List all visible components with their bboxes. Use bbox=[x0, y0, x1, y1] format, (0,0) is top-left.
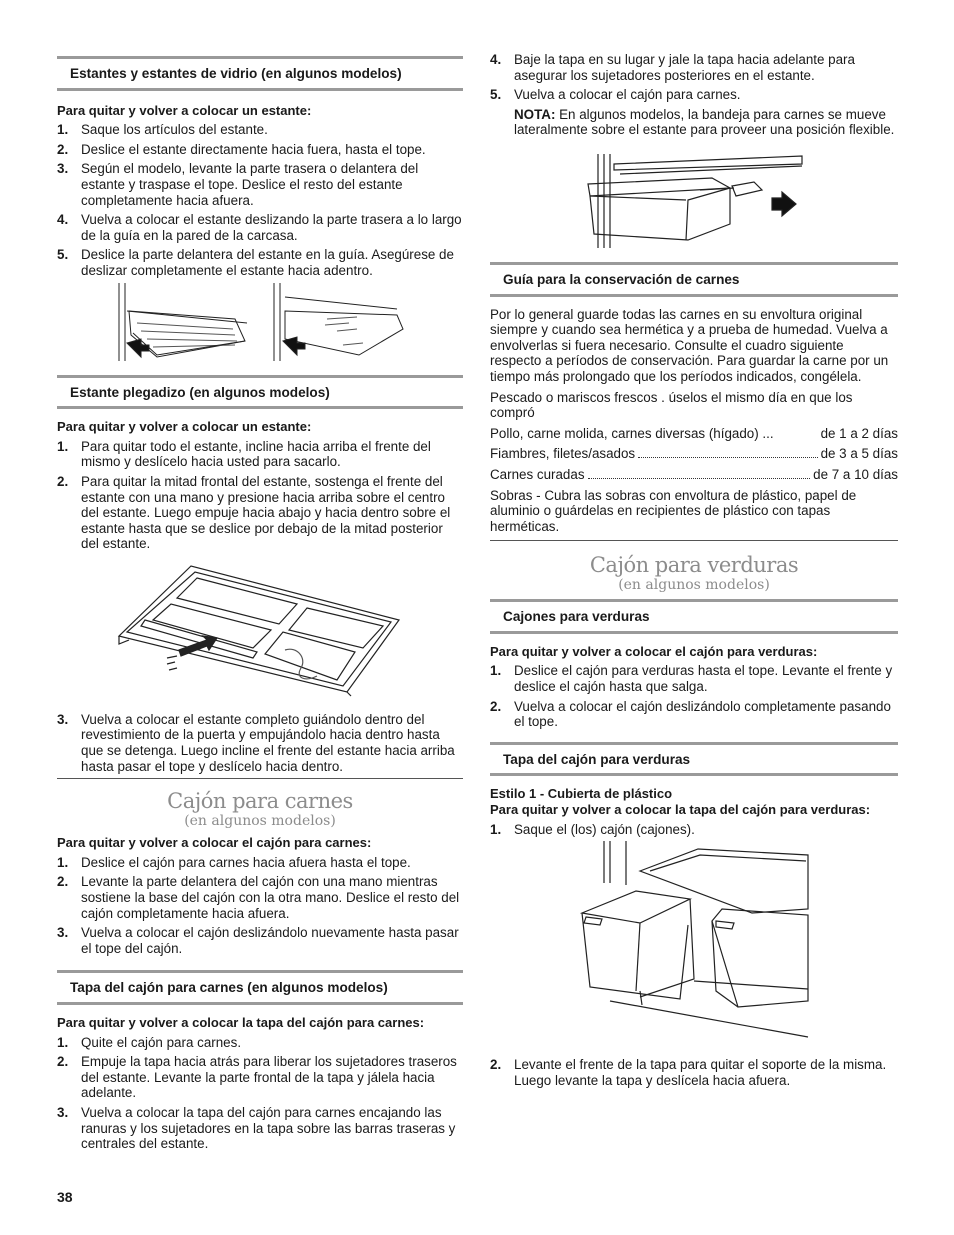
list-item: 2. Empuje la tapa hacia atrás para liberar los sujetadores traseros del estante. Levante la parte frontal de la tapa y jálela hacia adelante. bbox=[57, 1054, 457, 1101]
list-item: 2. Vuelva a colocar el cajón deslizándolo completamente pasando el tope. bbox=[490, 698, 891, 730]
list-item: 1. Deslice el cajón para verduras hasta el tope. Levante el frente y deslice el cajón hasta que salga. bbox=[490, 663, 893, 695]
page-number: 38 bbox=[57, 1189, 73, 1205]
folding-steps bbox=[57, 439, 463, 552]
right-column bbox=[490, 52, 898, 1092]
list-item: 1. Para quitar todo el estante, incline hacia arriba el frente del mismo y deslícelo hacia usted para sacarlo. bbox=[57, 438, 431, 470]
meat-cover-steps-continued bbox=[490, 52, 898, 103]
list-item: 3. Vuelva a colocar el cajón deslizándolo nuevamente hasta pasar el tope del cajón. bbox=[57, 925, 459, 956]
section-heading-meat-guide: Guía para la conservación de carnes bbox=[490, 262, 898, 297]
section-heading-crispers: Cajones para verduras bbox=[490, 599, 898, 634]
shelf-removal-illustration bbox=[57, 283, 463, 363]
meat-drawer-steps bbox=[57, 855, 463, 957]
crisper-title: Cajón para verduras bbox=[589, 553, 799, 578]
meat-tray-illustration bbox=[490, 144, 898, 248]
meat-guide-intro: Por lo general guarde todas las carnes en su envoltura original siempre y cuando sea hermética y a prueba de humedad. Vuelva a envolverlas si fuera necesario. Consulte el cuadro siguiente respecto a períodos de conservación. Para guardar la carne por un tiempo más prolongado que los períodos indicados, congélela. bbox=[490, 306, 889, 384]
meat-cover-steps bbox=[57, 1035, 463, 1152]
shelves-intro: Para quitar y volver a colocar un estante: bbox=[57, 102, 312, 118]
leftovers-text: Sobras - Cubra las sobras con envoltura de plástico, papel de aluminio o guárdelas en recipientes de plástico con tapas herméticas. bbox=[490, 487, 857, 534]
section-heading-crisper-cover: Tapa del cajón para verduras bbox=[490, 742, 898, 777]
section-heading-meat-cover: Tapa del cajón para carnes (en algunos modelos) bbox=[57, 970, 463, 1005]
crisper-steps bbox=[490, 663, 898, 729]
crisper-cover-step-2 bbox=[490, 1057, 898, 1088]
list-item: 3. Vuelva a colocar la tapa del cajón para carnes encajando las ranuras y los sujetadores en la tapa sobre las barras traseras y centrales del estante. bbox=[57, 1104, 456, 1152]
list-item: 3. Vuelva a colocar el estante completo guiándolo dentro del revestimiento de la puerta y empujándolo hacia dentro hasta que se detenga. Luego incline el frente del estante hacia arriba hasta pasar el tope y deslícelo hacia dentro. bbox=[57, 711, 455, 774]
crisper-subtitle: (en algunos modelos) bbox=[618, 577, 770, 594]
list-item: 2. Levante la parte delantera del cajón con una mano mientras sostiene la base del cajón con la otra mano. Deslice el resto del cajón completamente hacia afuera. bbox=[57, 874, 460, 921]
storage-row: Pollo, carne molida, carnes diversas (hígado) ... de 1 a 2 días bbox=[490, 425, 898, 441]
list-item: 5. Deslice la parte delantera del estante en la guía. Asegúrese de deslizar completamente el estante hacia adentro. bbox=[57, 247, 454, 278]
meat-cover-intro: Para quitar y volver a colocar la tapa del cajón para carnes: bbox=[57, 1015, 425, 1030]
storage-row: Fiambres, filetes/asados de 3 a 5 días bbox=[490, 446, 898, 462]
meat-drawer-subtitle: (en algunos modelos) bbox=[184, 813, 336, 830]
list-item: 1. Saque el (los) cajón (cajones). bbox=[490, 821, 695, 837]
section-heading-shelves: Estantes y estantes de vidrio (en algunos modelos) bbox=[57, 56, 463, 91]
list-item: 1. Quite el cajón para carnes. bbox=[57, 1034, 242, 1050]
list-item: 2. Para quitar la mitad frontal del estante, sostenga el frente del estante con una mano y presione hacia arriba sobre el centro del estante. Luego empuje hacia abajo y hacia dentro sobre el estante hasta que se deslice por debajo de la mitad posterior del estante. bbox=[57, 473, 451, 552]
left-column bbox=[57, 56, 463, 1156]
list-item: 1. Saque los artículos del estante. bbox=[57, 122, 268, 138]
list-item: 5. Vuelva a colocar el cajón para carnes. bbox=[490, 87, 741, 103]
crisper-intro: Para quitar y volver a colocar el cajón para verduras: bbox=[490, 643, 818, 659]
folding-step-3 bbox=[57, 712, 463, 774]
list-item: 4. Vuelva a colocar el estante deslizando la parte trasera a lo largo de la guía en la pared de la carcasa. bbox=[57, 212, 462, 243]
meat-drawer-title: Cajón para carnes bbox=[167, 789, 353, 814]
style-label: Estilo 1 - Cubierta de plástico bbox=[490, 786, 673, 802]
folding-shelf-illustration bbox=[57, 558, 463, 698]
note: NOTA: En algunos modelos, la bandeja para carnes se mueve lateralmente sobre el estante para proveer una posición flexible. bbox=[514, 106, 895, 138]
list-item: 4. Baje la tapa en su lugar y jale la tapa hacia adelante para asegurar los sujetadores posteriores en el estante. bbox=[490, 52, 855, 83]
list-item: 2. Deslice el estante directamente hacia fuera, hasta el tope. bbox=[57, 141, 426, 157]
list-item: 1. Deslice el cajón para carnes hacia afuera hasta el tope. bbox=[57, 854, 411, 870]
list-item: 3. Según el modelo, levante la parte trasera o delantera del estante y traspase el tope. Deslice el resto del estante completamente hacia afuera. bbox=[57, 161, 419, 208]
list-item: 2. Levante el frente de la tapa para quitar el soporte de la misma. Luego levante la tapa y deslícela hacia afuera. bbox=[490, 1057, 887, 1088]
storage-row: Carnes curadas de 7 a 10 días bbox=[490, 466, 898, 482]
crisper-cover-intro: Para quitar y volver a colocar la tapa del cajón para verduras: bbox=[490, 802, 871, 818]
fish-row: Pescado o mariscos frescos . úselos el mismo día en que los compró bbox=[490, 389, 853, 421]
folding-intro: Para quitar y volver a colocar un estante: bbox=[57, 419, 312, 435]
section-heading-folding-shelf: Estante plegadizo (en algunos modelos) bbox=[57, 375, 463, 410]
crisper-drawers-illustration bbox=[490, 841, 898, 1047]
shelves-steps bbox=[57, 122, 463, 278]
crisper-cover-steps bbox=[490, 822, 898, 838]
meat-drawer-intro: Para quitar y volver a colocar el cajón para carnes: bbox=[57, 835, 372, 851]
